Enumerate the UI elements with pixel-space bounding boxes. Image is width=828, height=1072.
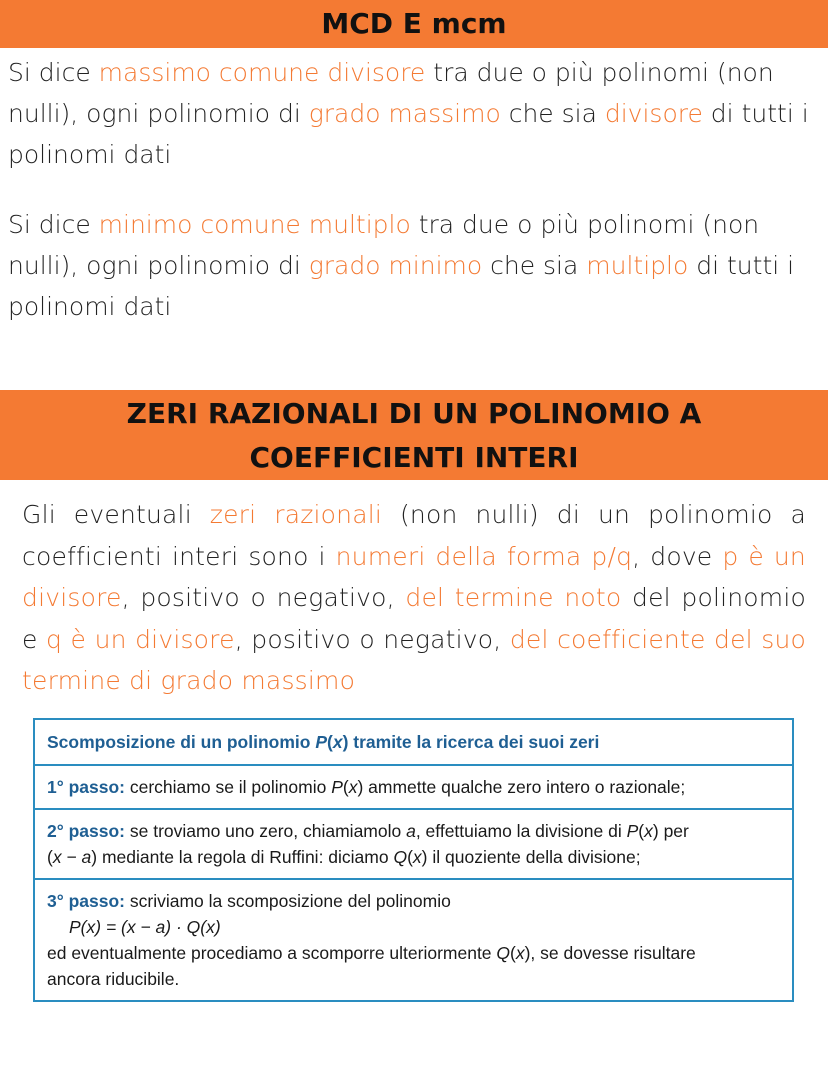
highlight-term: massimo comune divisore xyxy=(98,58,426,87)
text-run: ancora riducibile. xyxy=(47,969,180,989)
math-var: x xyxy=(332,732,343,752)
text-run: ( xyxy=(342,777,349,797)
text-run: ( xyxy=(638,821,645,841)
section-title-line1: ZERI RAZIONALI DI UN POLINOMIO A xyxy=(126,397,702,430)
text-run: − xyxy=(61,847,82,867)
text-run: ( xyxy=(407,847,413,867)
math-var: x xyxy=(52,847,62,867)
math-var: x xyxy=(644,821,653,841)
step-label: 1° passo: xyxy=(47,777,125,797)
text-run: se troviamo uno zero, chiamiamolo xyxy=(125,821,407,841)
math-var: a xyxy=(406,821,416,841)
section-title-text: MCD E mcm xyxy=(321,7,507,40)
highlight-term: minimo comune multiplo xyxy=(98,210,411,239)
section-title-mcd-mcm xyxy=(0,0,828,48)
text-run: scriviamo la scomposizione del polinomio xyxy=(125,891,451,911)
text-run: , positivo o negativo, xyxy=(121,583,406,612)
text-run: , effettuiamo la divisione di xyxy=(415,821,627,841)
text-run: Scomposizione di un polinomio xyxy=(47,732,316,752)
text-run: tra due o più polinomi (non nulli), ogni polinomio di xyxy=(8,58,774,128)
text-run: tra due o più polinomi (non nulli), ogni polinomio di xyxy=(8,210,760,280)
highlight-term: numeri della forma p/q xyxy=(335,541,633,571)
step-label: 2° passo: xyxy=(47,821,125,841)
text-run: , dove xyxy=(632,541,723,571)
text-run: Gli eventuali xyxy=(22,500,210,529)
step-label: 3° passo: xyxy=(47,891,125,911)
highlight-term: del coefficiente del suo termine di grado massimo xyxy=(22,624,807,695)
highlight-term: multiplo xyxy=(586,251,689,280)
math-var: x xyxy=(412,847,422,867)
zeri-razionali-text xyxy=(22,494,806,702)
text-run: del polinomio e xyxy=(22,583,806,654)
section-title-line2: COEFFICIENTI INTERI xyxy=(249,441,579,474)
text-run: ed eventualmente procediamo a scomporre ulteriormente xyxy=(47,943,497,963)
highlight-term: q è un divisore xyxy=(46,624,235,654)
text-run: Si dice xyxy=(8,210,99,239)
text-run: ( xyxy=(510,943,516,963)
text-run: ), se dovesse risultare xyxy=(524,943,696,963)
math-var: Q xyxy=(496,943,511,963)
text-run: cerchiamo se il polinomio xyxy=(125,777,332,797)
factorization-box xyxy=(33,718,794,1002)
highlight-term: zeri razionali xyxy=(209,500,383,529)
text-run: di tutti i polinomi dati xyxy=(8,99,809,169)
mcd-definition xyxy=(8,52,818,175)
step-3 xyxy=(35,880,792,1000)
step-2 xyxy=(35,810,792,880)
text-run: ( xyxy=(47,847,53,867)
math-var: x xyxy=(515,943,525,963)
text-run: ) mediante la regola di Ruffini: diciamo xyxy=(91,847,394,867)
text-run: ) ammette qualche zero intero o razionale; xyxy=(357,777,686,797)
highlight-term: divisore xyxy=(604,99,703,128)
math-var: P xyxy=(626,821,639,841)
math-var: a xyxy=(81,847,92,867)
math-var: x xyxy=(348,777,358,797)
math-var: Q xyxy=(393,847,408,867)
text-run: Si dice xyxy=(8,58,99,87)
section-title-zeri-razionali xyxy=(0,390,828,480)
text-run: che sia xyxy=(500,99,605,128)
mcm-definition xyxy=(8,204,818,327)
text-run: ) il quoziente della divisione; xyxy=(421,847,641,867)
highlight-term: grado minimo xyxy=(308,251,483,280)
step-1 xyxy=(35,766,792,810)
text-run: ) tramite la ricerca dei suoi zeri xyxy=(342,732,600,752)
text-run: ( xyxy=(327,732,333,752)
text-run: , positivo o negativo, xyxy=(234,624,510,654)
text-run: che sia xyxy=(482,251,587,280)
text-run: (non nulli) di un polinomio a coefficienti interi sono i xyxy=(22,500,806,571)
math-var: P xyxy=(315,732,328,752)
formula: P(x) = (x − a) · Q(x) xyxy=(69,917,221,937)
highlight-term: p è un divisore xyxy=(22,541,806,612)
highlight-term: del termine noto xyxy=(405,583,622,612)
text-run: di tutti i polinomi dati xyxy=(8,251,795,321)
highlight-term: grado massimo xyxy=(308,99,501,128)
text-run: ) per xyxy=(652,821,689,841)
math-var: P xyxy=(331,777,343,797)
box-header xyxy=(35,720,792,766)
